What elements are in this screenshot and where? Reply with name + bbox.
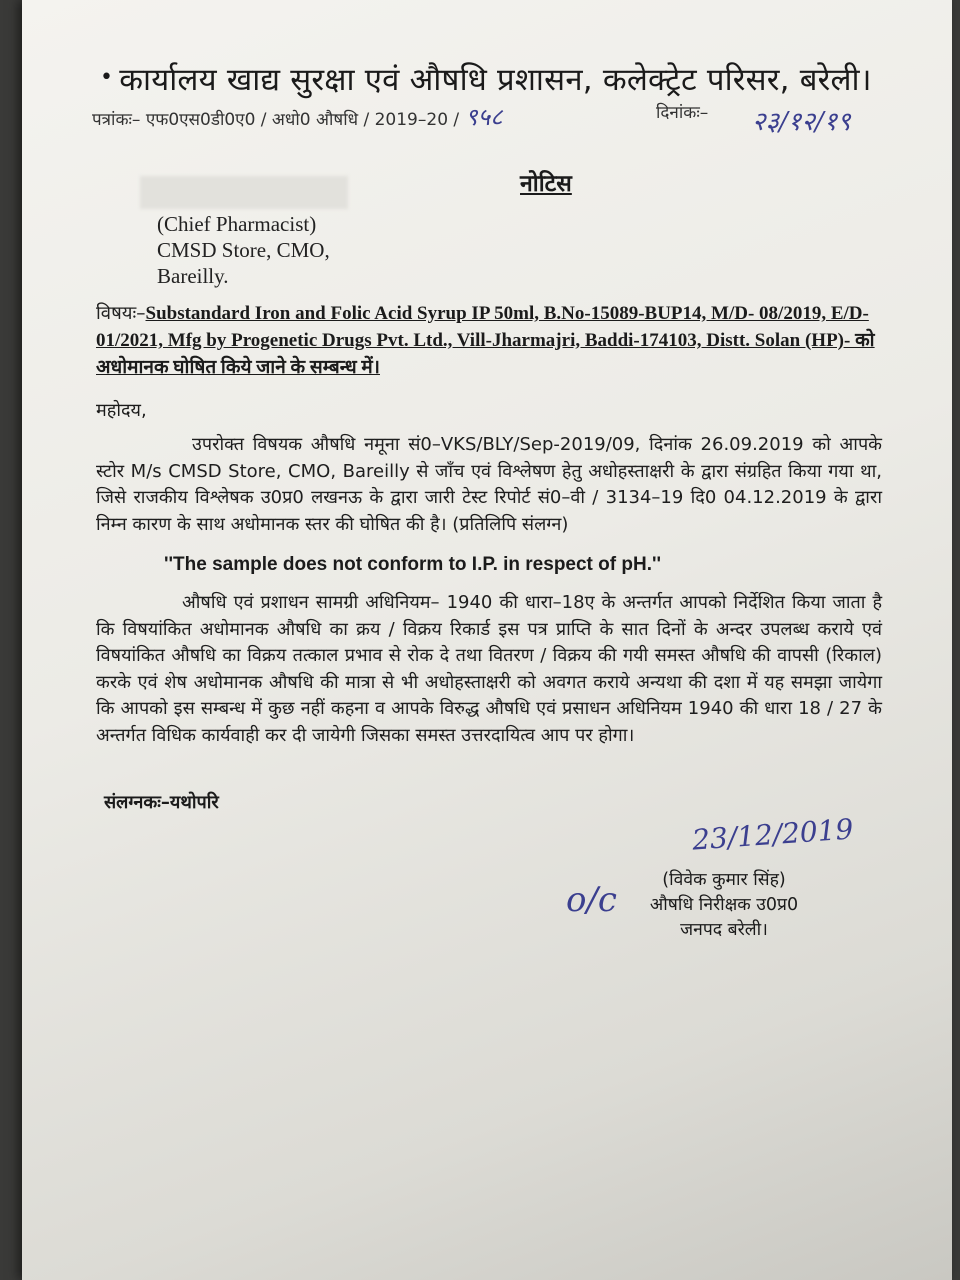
office-header-text: कार्यालय खाद्य सुरक्षा एवं औषधि प्रशासन, कलेक्ट्रेट परिसर, बरेली। [119,62,872,98]
redacted-area [140,176,348,209]
date-handwritten: २३/१२/१९ [752,107,851,137]
initials-handwritten: o/c [566,880,617,920]
reference-number-handwritten: ९५८ [465,103,503,131]
signature-handwritten-date: 23/12/2019 [691,812,855,857]
salutation: महोदय, [96,400,147,421]
body-paragraph-2: औषधि एवं प्रशाधन सामग्री अधिनियम– 1940 की धारा–18ए के अन्तर्गत आपको निर्देशित किया जाता है कि विषयांकित अधोमानक औषधि का क्रय / विक्रय रिकार्ड इस पत्र प्राप्ति के सात दिनों के अन्दर उपलब्ध कराये एवं विषयांकित औषधि का विक्रय तत्काल प्रभाव से रोक दे तथा वितरण / विक्रय की गयी समस्त औषधि की वापसी (रिकाल) करके एवं शेष अधोमानक औषधि की मात्रा से भी अधोहस्ताक्षरी को अवगत कराये अन्यथा की दशा में यह समझा जायेगा कि आपको इस सम्बन्ध में कुछ नहीं कहना व आपके विरुद्ध औषधि एवं प्रसाधन अधिनियम 1940 की धारा 18 / 27 के अन्तर्गत विधिक कार्यवाही कर दी जायेगी जिसका समस्त उत्तरदायित्व आप पर होगा। [96,592,882,746]
signature-block [624,868,824,943]
reference-label: पत्रांकः– एफ0एस0डी0ए0 / अधो0 औषधि / 2019–20 / [92,110,460,130]
subject-text: Substandard Iron and Folic Acid Syrup IP 50ml, B.No-15089-BUP14, M/D- 08/2019, E/D-01/2021, Mfg by Progenetic Drugs Pvt. Ltd., Vill-Jharmajri, Baddi-174103, Distt. Solan (HP)- को अधोमानक घोषित किये जाने के सम्बन्ध में। [96,303,875,378]
addressee-line-3: Bareilly. [157,264,229,288]
office-header [100,58,872,100]
notice-title: नोटिस [520,171,572,197]
subject-label: विषयः– [96,303,146,324]
enclosure-line: संलग्नकः–यथोपरि [104,792,219,813]
bullet-mark: • [100,65,114,90]
body-paragraph-1: उपरोक्त विषयक औषधि नमूना सं0–VKS/BLY/Sep-2019/09, दिनांक 26.09.2019 को आपके स्टोर M/s CMSD Store, CMO, Bareilly से जाँच एवं विश्लेषण हेतु अधोहस्ताक्षरी के द्वारा संग्रहित किया गया था, जिसे राजकीय विश्लेषक उ0प्र0 लखनऊ के द्वारा जारी टेस्ट रिपोर्ट सं0–वी / 3134–19 दि0 04.12.2019 के द्वारा निम्न कारण के साथ अधोमानक स्तर की घोषित की है। (प्रतिलिपि संलग्न) [96,434,882,535]
date-label: दिनांकः– [656,103,709,123]
reference-line [92,100,503,133]
signatory-district: जनपद बरेली। [680,920,768,940]
signatory-name: (विवेक कुमार सिंह) [662,870,786,890]
signatory-designation: औषधि निरीक्षक उ0प्र0 [649,895,799,915]
subject-block [96,300,886,381]
addressee-line-1: (Chief Pharmacist) [157,212,317,236]
addressee-line-2: CMSD Store, CMO, [157,238,330,262]
notice-document [22,0,952,1280]
quoted-finding: ''The sample does not conform to I.P. in respect of pH.'' [164,554,662,575]
